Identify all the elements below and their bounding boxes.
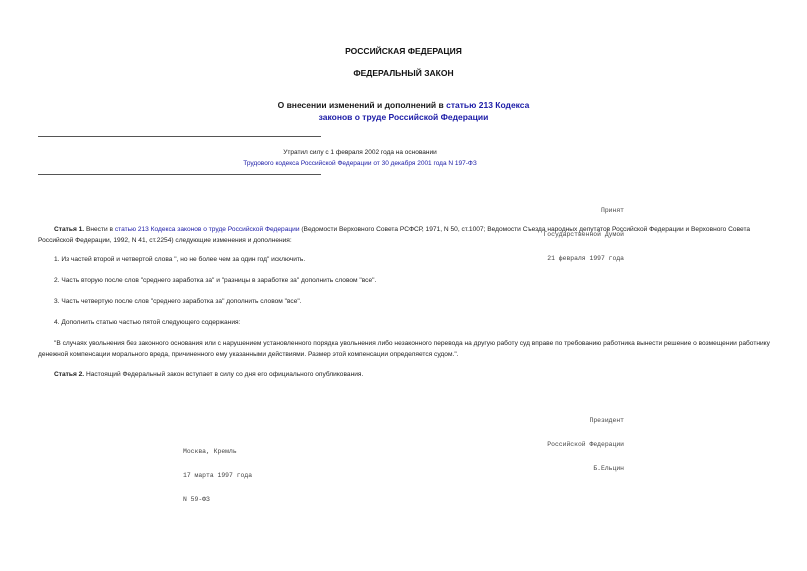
list-item-3: 3. Часть четвертую после слов "среднего заработка за" дополнить словом "все". bbox=[54, 298, 302, 305]
adoption-line-3: 21 февраля 1997 года bbox=[547, 255, 624, 262]
list-item-2: 2. Часть вторую после слов "среднего заработка за" и "разницы в заработке за" дополнить словом "все". bbox=[54, 277, 377, 284]
article-1-text-before: Внести в bbox=[84, 226, 115, 233]
signature-line-2: Российской Федерации bbox=[547, 441, 624, 448]
article-1 bbox=[38, 224, 771, 246]
article-1-text-after: (Ведомости Верховного Совета РСФСР, 1971, N 50, ст.1007; Ведомости Съезда народных депутатов Российской Федерации и Верховного Совета Российской Федерации, 1992, N 41, ст.2254) следующие изменения и дополнения: bbox=[38, 226, 751, 244]
adoption-line-2: Государственной Думой bbox=[543, 231, 624, 238]
country-heading: РОССИЙСКАЯ ФЕДЕРАЦИЯ bbox=[345, 46, 462, 56]
place-line: Москва, Кремль bbox=[183, 448, 237, 455]
title-prefix: О внесении изменений и дополнений в bbox=[277, 100, 447, 110]
signature-line-1: Президент bbox=[589, 417, 624, 424]
quoted-text: "В случаях увольнения без законного основания или с нарушением установленного порядка увольнения либо незаконного перевода на другую работу суд вправе по требованию работника вынести решение о возмещении работнику денежной компенсации морального вреда, причиненного ему указанными действиями. Размер этой компенсации определяется судом.". bbox=[38, 340, 770, 358]
number-line: N 59-ФЗ bbox=[183, 496, 210, 503]
article-2-text: Настоящий Федеральный закон вступает в силу со дня его официального опубликования. bbox=[84, 371, 364, 378]
list-item-4: 4. Дополнить статью частью пятой следующего содержания: bbox=[54, 319, 241, 326]
signature-block bbox=[547, 401, 624, 489]
article-1-label: Статья 1. bbox=[54, 226, 85, 233]
article-2 bbox=[38, 369, 771, 380]
adoption-line-1: Принят bbox=[600, 207, 624, 214]
signature-line-3: Б.Ельцин bbox=[593, 465, 624, 472]
status-block bbox=[150, 147, 570, 169]
place-date-block bbox=[183, 432, 252, 520]
article-2-label: Статья 2. bbox=[54, 371, 85, 378]
basis-link[interactable]: Трудового кодекса Российской Федерации от 30 декабря 2001 года N 197-ФЗ bbox=[243, 160, 477, 167]
title-link-code[interactable]: законов о труде Российской Федерации bbox=[318, 112, 489, 122]
divider-top bbox=[38, 136, 321, 137]
lost-force-text: Утратил силу с 1 февраля 2002 года на основании bbox=[283, 149, 437, 156]
list-item-1: 1. Из частей второй и четвертой слова ", но не более чем за один год" исключить. bbox=[54, 256, 306, 263]
divider-bottom bbox=[38, 174, 321, 175]
article-1-link[interactable]: статью 213 Кодекса законов о труде Российской Федерации bbox=[114, 226, 300, 233]
doc-type-heading: ФЕДЕРАЛЬНЫЙ ЗАКОН bbox=[353, 68, 454, 78]
date-line: 17 марта 1997 года bbox=[183, 472, 253, 479]
title-link-article[interactable]: статью 213 Кодекса bbox=[446, 100, 530, 110]
document-title bbox=[0, 99, 807, 123]
